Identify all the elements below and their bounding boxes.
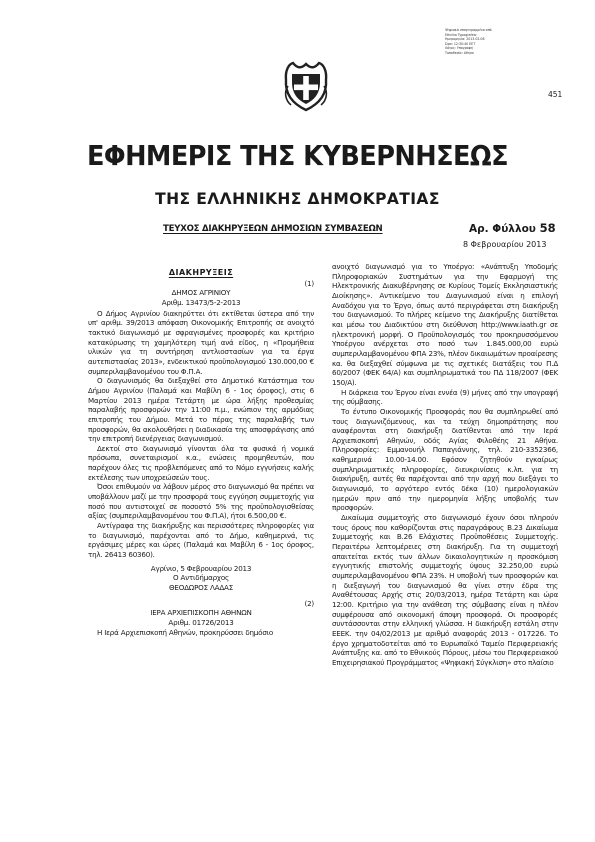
paragraph: Δεκτοί στο διαγωνισμό γίνονται όλα τα φυσικά ή νομικά πρόσωπα, συνεταιρισμοί κ.α., ενώσεις προμηθευτών, που παρέχουν όλες τις προβλεπόμενες από το Νόμο εγγυήσεις καλής εκτέλεσης των υποχρεώσεών τους. [88, 443, 314, 482]
stamp-line: Ημερομηνία: 2013.02.08 [445, 37, 485, 42]
paragraph: Όσοι επιθυμούν να λάβουν μέρος στο διαγωνισμό θα πρέπει να υποβάλλουν μαζί με την προσφορά τους εγγύηση συμμετοχής για ποσό που αντιστοιχεί σε ποσοστό 5% της προϋπολογισθείσας αξίας (συμπεριλαμβανομένου του Φ.Π.Α), ήτοι 6.500,00 €. [88, 482, 314, 521]
publication-date: 8 Φεβρουαρίου 2013 [463, 240, 547, 249]
stamp-line: Ψηφιακά υπογεγραμμένο από [445, 28, 492, 32]
sheet-number-value: 58 [539, 221, 556, 235]
notice-protocol: Αριθμ. 13473/5-2-2013 [161, 297, 241, 307]
notice-authority: ΔΗΜΟΣ ΑΓΡΙΝΙΟΥ [171, 288, 231, 298]
page-number: 451 [548, 90, 563, 99]
paragraph: Δικαίωμα συμμετοχής στο διαγωνισμό έχουν όσοι πληρούν τους όρους που καθορίζονται στις παραγράφους Β.23 Δικαίωμα Συμμετοχής και Β.26 Ελάχιστες Προϋποθέσεις Συμμετοχής. Περαιτέρω λεπτομέρειες στη διακήρυξη. Για τη συμμετοχή απαιτείται εκτός των άλλων δικαιολογητικών η προσκόμιση εγγυητικής επιστολής συμμετοχής ύψους 32.250,00 ευρώ συμπεριλαμβανομένου ΦΠΑ 23%. Η υποβολή των προσφορών και η διεξαγωγή του διαγωνισμού θα γίνει στην έδρα της Αναθέτουσας Αρχής στις 20/03/2013, ημέρα Τετάρτη και ώρα 12:00. Κριτήριο για την ανάθεση της σύμβασης είναι η πλέον συμφέρουσα από οικονομική άποψη προσφορά. Οι προσφορές συντάσσονται στην ελληνική γλώσσα. Η διακήρυξη εστάλη στην ΕΕΕΚ. την 04/02/2013 με αριθμό αναφοράς 2013 - 017226. Το έργο χρηματοδοτείται από το Ευρωπαϊκό Ταμείο Περιφερειακής Ανάπτυξης κα. από το Εθνικούς Πόρους, μέσω του Περιφερειακού Επιχειρησιακού Προγράμματος «Ψηφιακή Σύγκλιση» στο πλαίσιο [332, 513, 558, 667]
notice-authority: ΙΕΡΑ ΑΡΧΙΕΠΙΣΚΟΠΗ ΑΘΗΝΩΝ [150, 608, 252, 618]
stamp-line: Ethniko Typografeio [445, 32, 477, 37]
paragraph: ανοιχτό διαγωνισμό για το Υποέργο: «Ανάπτυξη Υποδομής Πληροφοριακών Συστημάτων για την Εφαρμογή της Ηλεκτρονικής Διακυβέρνησης σε Κυρίους Τομείς Εκκλησιαστικής Διοίκησης». Αντικείμενο του Διαγωνισμού είναι η επιλογή Αναδόχου για το Έργο, όπως αυτό περιγράφεται στη διακήρυξη του διαγωνισμού. Το πλήρες κείμενο της Διακήρυξης διατίθεται και μέσω του Διαδικτύου στη διεύθυνση http://www.iaath.gr σε ηλεκτρονική μορφή. Ο Προϋπολογισμός του προκηρυσσόμενου Υποέργου ανέρχεται στο ποσό των 1.845.000,00 ευρώ συμπεριλαμβανομένου ΦΠΑ 23%, πλέον δικαιωμάτων προαίρεσης κα. θα διεξαχθεί σύμφωνα με τις σχετικές διατάξεις του Π.Δ 60/2007 (ΦΕΚ 64/Α) και συμπληρωματικά του ΠΔ 118/2007 (ΦΕΚ 150/Α). [332, 262, 558, 387]
paragraph: Η διάρκεια του Έργου είναι εννέα (9) μήνες από την υπογραφή της σύμβασης. [332, 387, 558, 407]
stamp-line: Τοποθεσία: Αθήνα [445, 50, 474, 55]
notice-number: (2) [304, 598, 314, 608]
sheet-number-label: Αρ. Φύλλου [469, 223, 536, 235]
stamp-line: Ώρα: 12:30:40 EET [445, 41, 476, 46]
gazette-title: ΕΦΗΜΕΡΙΣ ΤΗΣ ΚΥΒΕΡΝΗΣΕΩΣ [86, 140, 508, 172]
paragraph: Το έντυπο Οικονομικής Προσφοράς που θα συμπληρωθεί από τους διαγωνιζόμενους, και τα τεύχη δημοπράτησης που αναφέρονται στη διακήρυξη διατίθενται από την Ιερά Αρχιεπισκοπή Αθηνών, οδός Αγίας Φιλοθέης 21 Αθήνα. Πληροφορίες: Εμμανουήλ Παπαγιάννης, τηλ. 210-3352366, καθημερινά 10.00-14.00. Εφόσον ζητηθούν εγκαίρως συμπληρωματικές πληροφορίες, διευκρινίσεις κ.λπ. για τη διακήρυξη, αυτές θα παρέχονται από την αρχή που διεξάγει το διαγωνισμό, το αργότερο εντός δέκα (10) ημερολογιακών ημερών πριν από την ημερομηνία λήξης υποβολής των προσφορών. [332, 406, 558, 513]
notice-protocol: Αριθμ. 01726/2013 [168, 617, 234, 627]
paragraph: Η Ιερά Αρχιεπισκοπή Αθηνών, προκηρύσσει δημόσιο [97, 627, 274, 637]
gazette-subtitle: ΤΗΣ ΕΛΛΗΝΙΚΗΣ ΔΗΜΟΚΡΑΤΙΑΣ [155, 190, 440, 208]
signatory-name: ΘΕΟΔΩΡΟΣ ΛΑΔΑΣ [168, 583, 234, 592]
paragraph: Αντίγραφα της διακήρυξης και περισσότερες πληροφορίες για το διαγωνισμό, παρέχονται από το Δήμο, καθημερινά, τις εργάσιμες μέρες και ώρες (Παλαμά και Μαβίλη 6 - 1ος όροφος, τηλ. 26413 60360). [88, 521, 314, 560]
sheet-number [469, 221, 556, 235]
signatory-role: Ο Αντιδήμαρχος [172, 573, 230, 583]
issue-type: ΤΕΥΧΟΣ ΔΙΑΚΗΡΥΞΕΩΝ ΔΗΜΟΣΙΩΝ ΣΥΜΒΑΣΕΩΝ [163, 224, 383, 234]
notice-number: (1) [304, 278, 314, 288]
digital-signature-stamp [445, 28, 497, 56]
right-column [332, 262, 558, 668]
paragraph: Ο Δήμος Αγρινίου διακηρύττει ότι εκτίθεται ύστερα από την υπ' αριθμ. 39/2013 απόφαση Οικονομικής Επιτροπής σε ανοιχτό τακτικό διαγωνισμό με σφραγισμένες προσφορές και κριτήριο κατακύρωσης τη χαμηλότερη τιμή ανά είδος, η «Προμήθεια υλικών για τη συντήρηση αντλιοστασίων για τα έργα αυτεπιστασίας 2013», ενδεικτικού προϋπολογισμού 130.000,00 € συμπεριλαμβανομένου του Φ.Π.Α. [88, 308, 314, 376]
place-date: Αγρίνιο, 5 Φεβρουαρίου 2013 [150, 563, 252, 573]
left-column [88, 262, 314, 637]
section-title: ΔΙΑΚΗΡΥΞΕΙΣ [168, 268, 234, 277]
coat-of-arms-icon [283, 60, 329, 112]
paragraph: Ο διαγωνισμός θα διεξαχθεί στο Δημοτικό Κατάστημα του Δήμου Αγρινίου (Παλαμά και Μαβίλη 6 - 1ος όροφος), στις 6 Μαρτίου 2013 ημέρα Τετάρτη με ώρα λήξης προθεσμίας παραλαβής προσφορών την 11:00 π.μ., ενώπιον της αρμόδιας επιτροπής του Δήμου. Μετά το πέρας της παραλαβής των προσφορών, θα ακολουθήσει η διαδικασία της αποσφράγισης από την επιτροπή διενέργειας διαγωνισμού. [88, 376, 314, 444]
stamp-line: Λόγος: Υπογραφή [445, 46, 473, 51]
